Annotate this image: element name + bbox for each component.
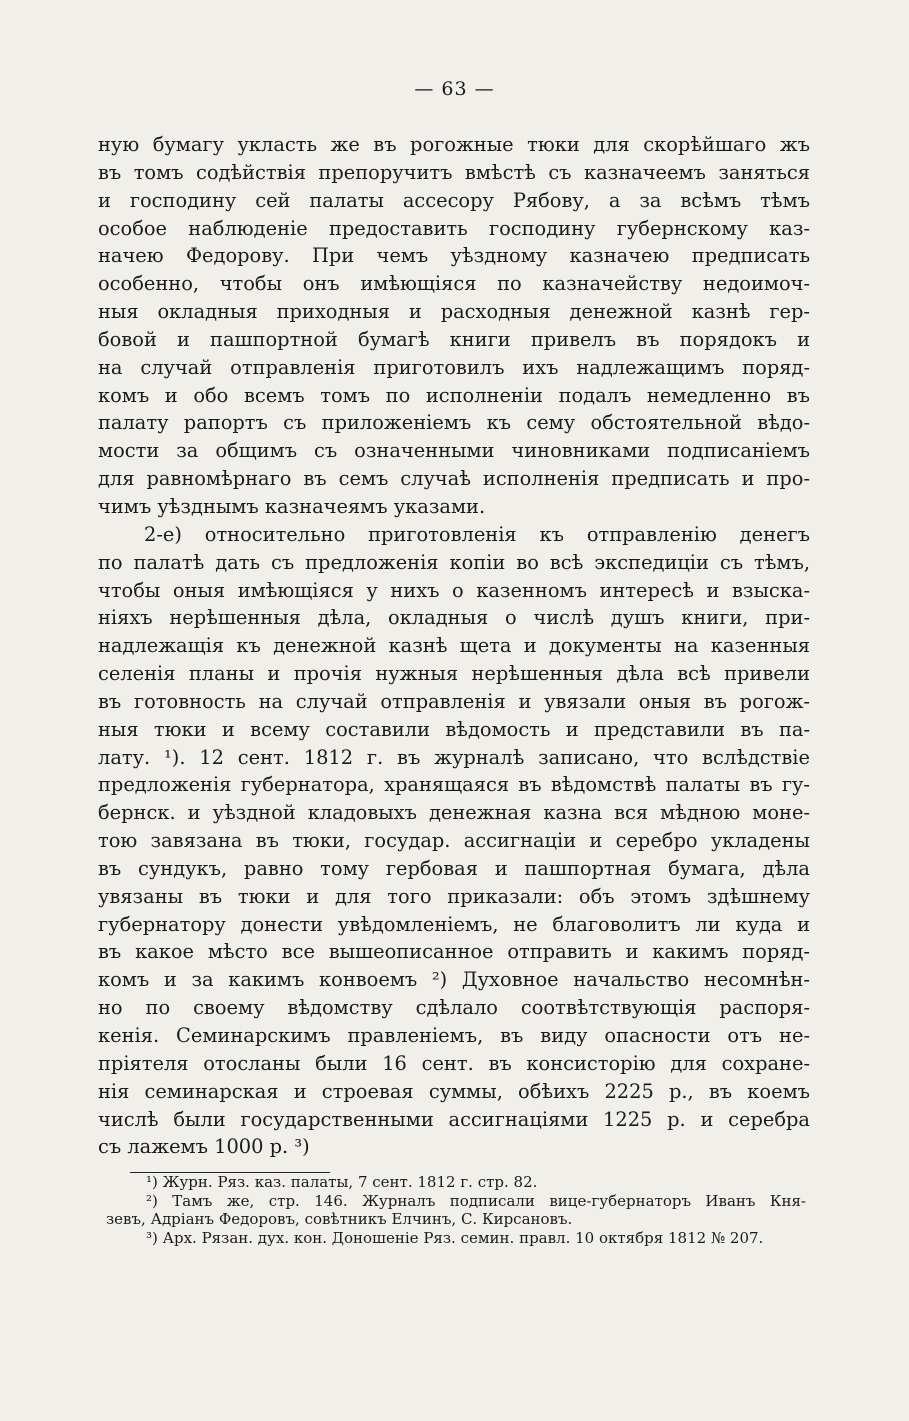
text-line: 2-е) относительно приготовленія къ отправленію денегъ (144, 522, 810, 546)
text-line: въ готовность на случай отправленія и увязали оныя въ рогож- (98, 689, 810, 713)
text-line: губернатору донести увѣдомленіемъ, не благоволитъ ли куда и (98, 912, 810, 936)
text-line: лату. ¹). 12 сент. 1812 г. въ журналѣ записано, что вслѣдствіе (98, 745, 810, 769)
footnote-line: ³) Арх. Рязан. дух. кон. Доношеніе Ряз. семин. правл. 10 октября 1812 № 207. (146, 1228, 764, 1247)
text-line: на случай отправленія приготовилъ ихъ надлежащимъ поряд- (98, 355, 810, 379)
text-line: чимъ уѣзднымъ казначеямъ указами. (98, 494, 486, 518)
text-line: пріятеля отосланы были 16 сент. въ консисторію для сохране- (98, 1051, 810, 1075)
text-line: предложенія губернатора, хранящаяся въ вѣдомствѣ палаты въ гу- (98, 773, 810, 797)
footnote-line: ¹) Журн. Ряз. каз. палаты, 7 сент. 1812 г. стр. 82. (146, 1173, 538, 1191)
text-line: по палатѣ дать съ предложенія копіи во всѣ экспедиціи съ тѣмъ, (98, 550, 810, 574)
text-line: въ томъ содѣйствія препоручитъ вмѣстѣ съ казначеемъ заняться (98, 160, 810, 184)
text-line: но по своему вѣдомству сдѣлало соотвѣтствующія распоря- (98, 996, 810, 1020)
text-line: комъ и за какимъ конвоемъ ²) Духовное начальство несомнѣн- (98, 968, 810, 992)
text-line: начею Федорову. При чемъ уѣздному казначею предписать (98, 244, 810, 268)
text-line: ную бумагу укласть же въ рогожные тюки для скорѣйшаго жъ (98, 133, 810, 156)
footnote-line: ²) Тамъ же, стр. 146. Журналъ подписали вице-губернаторъ Иванъ Кня- (146, 1191, 806, 1210)
text-line: особенно, чтобы онъ имѣющіяся по казначейству недоимоч- (98, 272, 810, 296)
text-line: ніяхъ нерѣшенныя дѣла, окладныя о числѣ душъ книги, при- (98, 606, 810, 630)
text-line: селенія планы и прочія нужныя нерѣшенныя дѣла всѣ привели (98, 662, 810, 686)
text-line: въ сундукъ, равно тому гербовая и пашпортная бумага, дѣла (98, 856, 810, 880)
footnotes (106, 1173, 806, 1247)
text-line: надлежащія къ денежной казнѣ щета и документы на казенныя (98, 634, 810, 658)
text-line: увязаны въ тюки и для того приказали: объ этомъ здѣшнему (98, 884, 810, 908)
text-line: съ лажемъ 1000 р. ³) (98, 1135, 310, 1159)
text-line: нія семинарская и строевая суммы, обѣихъ 2225 р., въ коемъ (98, 1079, 810, 1103)
text-line: палату рапортъ съ приложеніемъ къ сему обстоятельной вѣдо- (98, 411, 810, 435)
text-line: и господину сей палаты ассесору Рябову, а за всѣмъ тѣмъ (98, 188, 810, 212)
text-line: кенія. Семинарскимъ правленіемъ, въ виду опасности отъ не- (98, 1024, 810, 1047)
text-line: тою завязана въ тюки, государ. ассигнаціи и серебро укладены (98, 829, 810, 853)
text-line: комъ и обо всемъ томъ по исполненіи подалъ немедленно въ (98, 383, 810, 407)
page-number: — 63 — (414, 78, 495, 100)
text-line: ныя окладныя приходныя и расходныя денежной казнѣ гер- (98, 300, 810, 324)
text-line: мости за общимъ съ означенными чиновниками подписаніемъ (98, 439, 810, 463)
text-line: бовой и пашпортной бумагѣ книги привелъ въ порядокъ и (98, 327, 810, 351)
text-line: для равномѣрнаго въ семъ случаѣ исполненія предписать и про- (98, 467, 810, 491)
text-line: числѣ были государственными ассигнаціями 1225 р. и серебра (98, 1107, 810, 1131)
text-line: въ какое мѣсто все вышеописанное отправить и какимъ поряд- (98, 940, 810, 964)
text-line: чтобы оныя имѣющіяся у нихъ о казенномъ интересѣ и взыска- (98, 578, 810, 602)
footnote-line: зевъ, Адріанъ Федоровъ, совѣтникъ Елчинъ, С. Кирсановъ. (106, 1210, 573, 1229)
text-line: ныя тюки и всему составили вѣдомость и представили въ па- (98, 717, 810, 741)
text-line: особое наблюденіе предоставить господину губернскому каз- (98, 216, 810, 240)
text-line: бернск. и уѣздной кладовыхъ денежная казна вся мѣдною моне- (98, 801, 810, 825)
body-text (98, 131, 810, 1161)
